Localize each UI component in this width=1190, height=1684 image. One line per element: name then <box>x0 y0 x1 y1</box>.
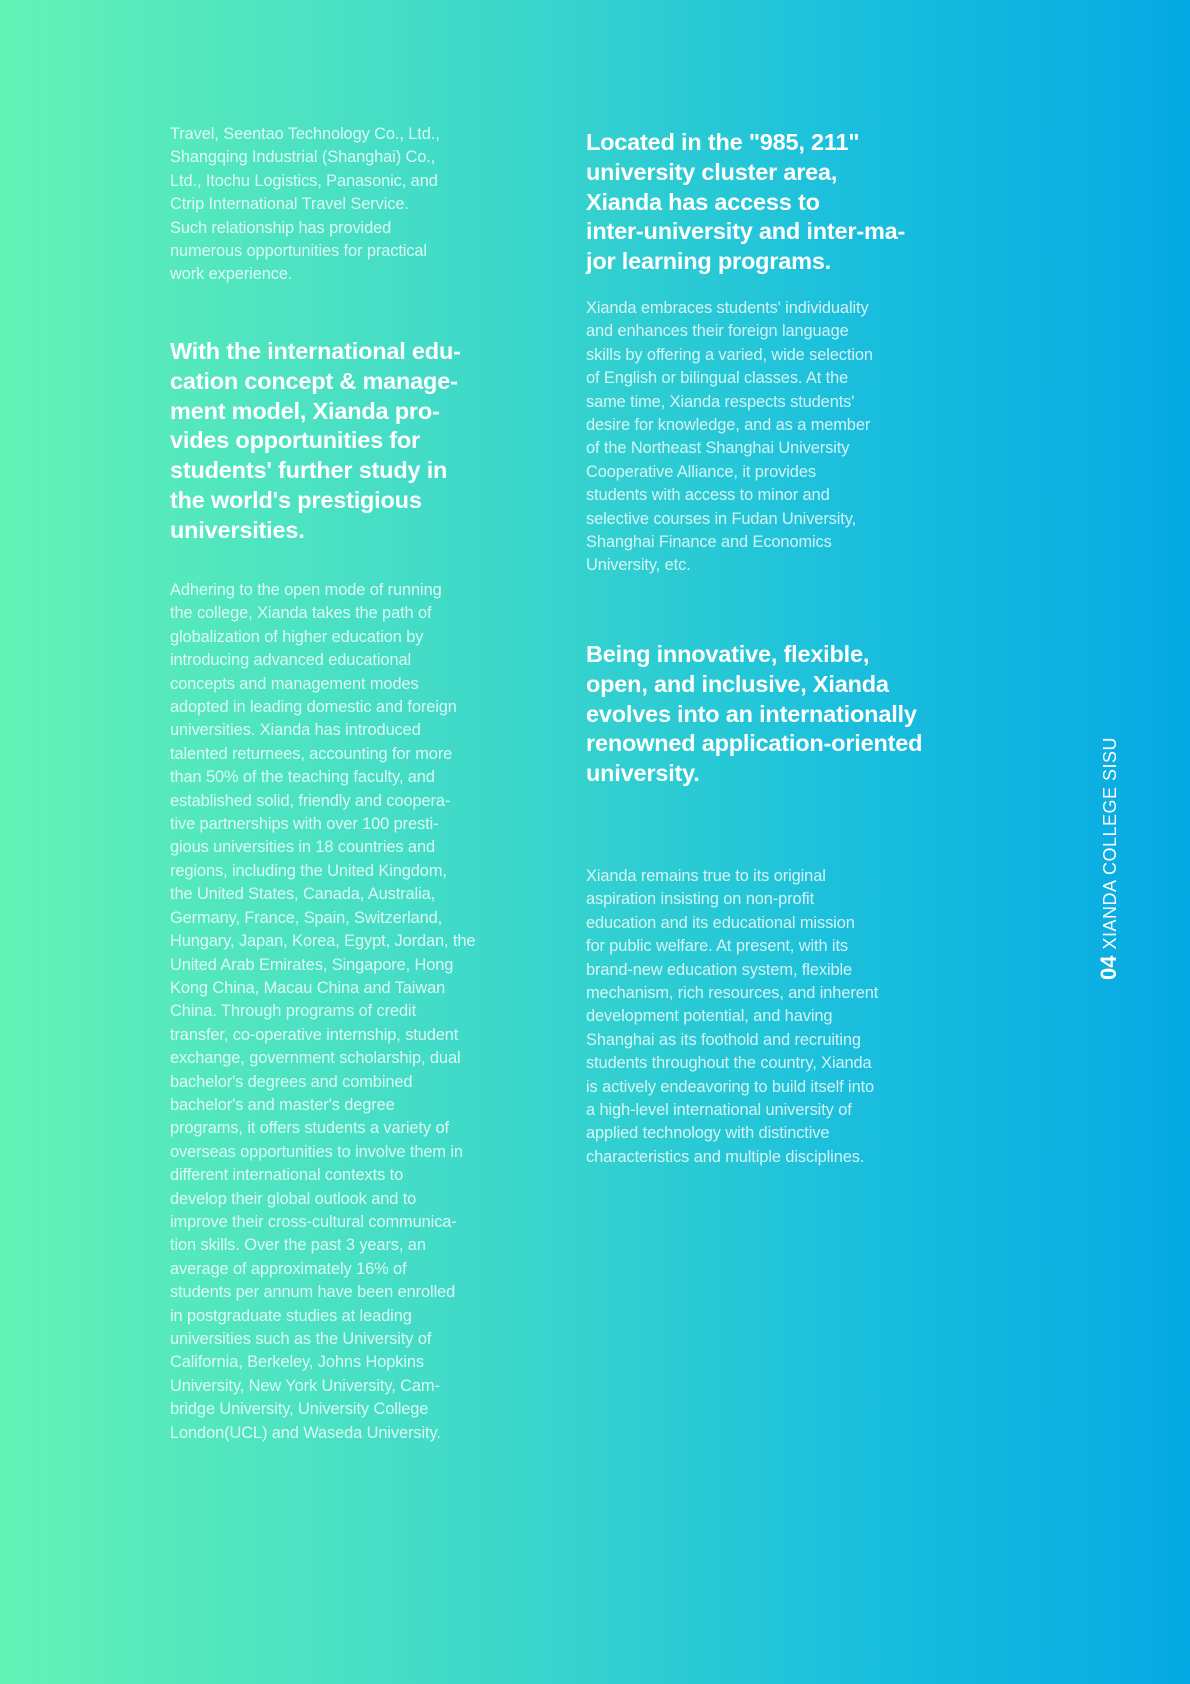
university-cluster-heading: Located in the "985, 211" university cluster area, Xianda has access to inter-university and inter-ma- jor learning programs. <box>586 129 906 275</box>
individuality-paragraph: Xianda embraces students' individuality and enhances their foreign language skills by offering a varied, wide selection of English or bilingual classes. At the same time, Xianda respects students' desire for knowledge, and as a member of the Northeast Shanghai University Cooperative Alliance, it provides students with access to minor and selective courses in Fudan University, Shanghai Finance and Economics University, etc. <box>586 299 873 575</box>
running-title: XIANDA COLLEGE SISU <box>1100 736 1120 950</box>
open-mode-paragraph: Adhering to the open mode of running the college, Xianda takes the path of globalization of higher education by introducing advanced educational concepts and management modes adopted in leading domestic and foreign universities. Xianda has introduced talented returnees, accounting for more than 50% of the teaching faculty, and established solid, friendly and coopera- tive partnerships with over 100 presti- gious universities in 18 countries and regions, including the United Kingdom, the United States, Canada, Australia, Germany, France, Spain, Switzerland, Hungary, Japan, Korea, Egypt, Jordan, the United Arab Emirates, Singapore, Hong Kong China, Macau China and Taiwan China. Through programs of credit transfer, co-operative internship, student exchange, government scholarship, dual bachelor's degrees and combined bachelor's and master's degree programs, it offers students a variety of overseas opportunities to involve them in different international contexts to develop their global outlook and to improve their cross-cultural communica- tion skills. Over the past 3 years, an average of approximately 16% of students per annum have been enrolled in postgraduate studies at leading universities such as the University of California, Berkeley, Johns Hopkins University, New York University, Cam- bridge University, University College London(UCL) and Waseda University. <box>170 581 476 1442</box>
page-number: 04 <box>1096 955 1121 980</box>
original-aspiration-paragraph: Xianda remains true to its original aspiration insisting on non-profit education and its educational mission for public welfare. At present, with its brand-new education system, flexible mechanism, rich resources, and inherent development potential, and having Shanghai as its foothold and recruiting students throughout the country, Xianda is actively endeavoring to build itself into a high-level international university of applied technology with distinctive characteristics and multiple disciplines. <box>586 867 879 1166</box>
intro-paragraph: Travel, Seentao Technology Co., Ltd., Shangqing Industrial (Shanghai) Co., Ltd., Itochu Logistics, Panasonic, and Ctrip International Travel Service. Such relationship has provided numerous opportunities for practical work experience. <box>170 125 440 284</box>
innovative-heading: Being innovative, flexible, open, and inclusive, Xianda evolves into an internationally renowned application-oriented university. <box>586 641 923 787</box>
page-marker <box>1097 737 1122 980</box>
international-education-heading: With the international edu- cation concept & manage- ment model, Xianda pro- vides opportunities for students' further study in the world's prestigious universities. <box>170 338 461 543</box>
